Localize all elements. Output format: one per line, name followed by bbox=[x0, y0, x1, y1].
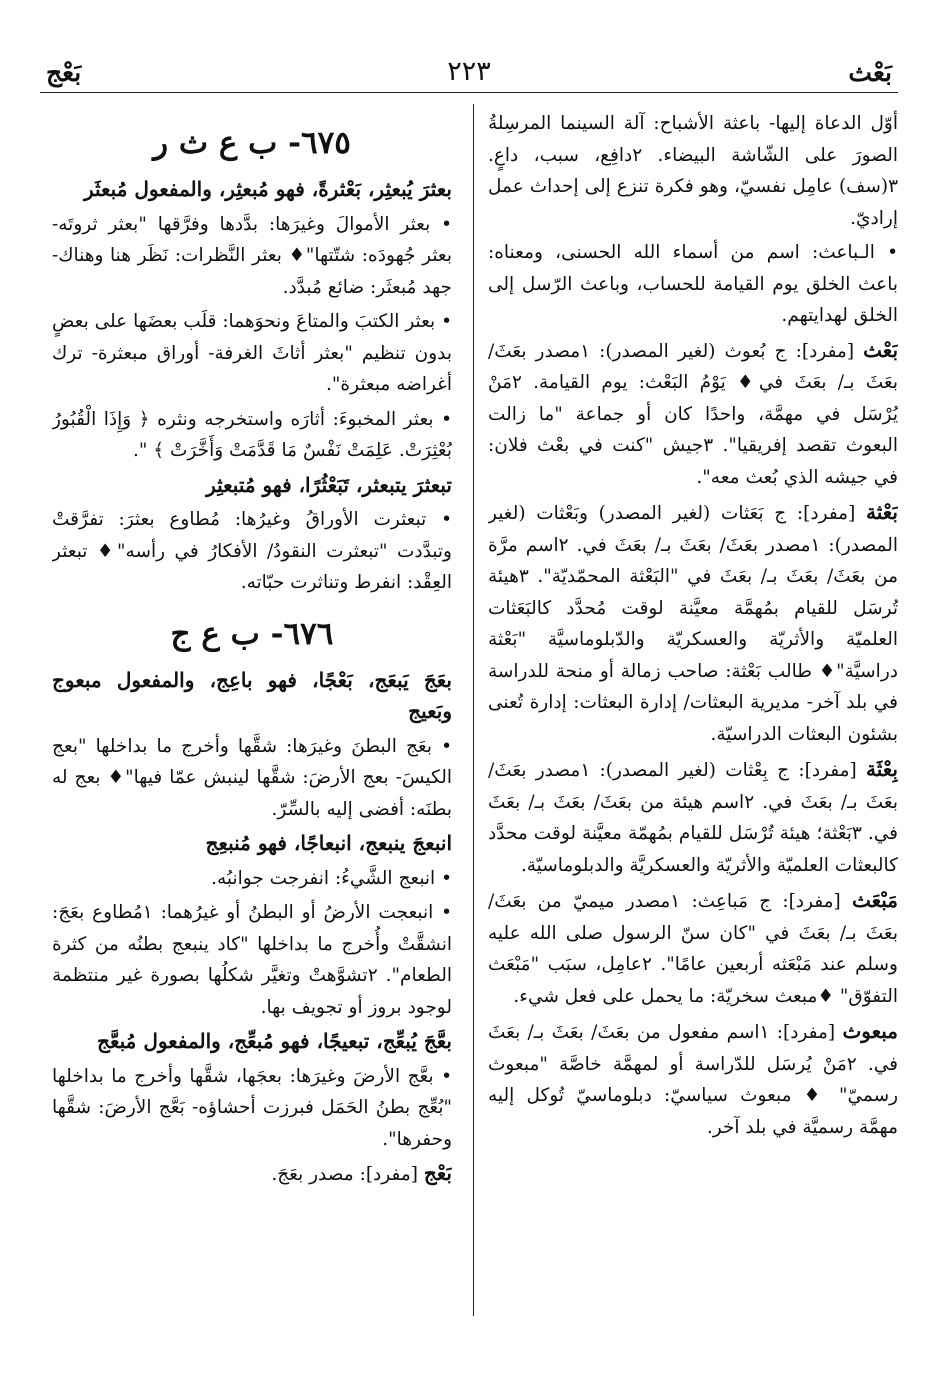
root-heading: ٦٧٦- ب ع ج bbox=[170, 615, 334, 652]
entry-body: [مفرد]: ج بِعْثات (لغير المصدر): ١مصدر بعَثَ/ بعَثَ بـ/ بعَثَ في. ٢اسم هيئة من بعَثَ/ بعَثَ بـ/ بعَثَ في. ٣بَعْثة؛ هيئة تُرْسَل للقيام بمُهمّة معيَّنة لوقت محدَّد كالبعثات العلميّة والأثريّة والعسكريَّة والدبلوماسيّة. bbox=[488, 760, 898, 876]
header-keyword-left: بَعْج bbox=[46, 58, 82, 87]
left-column bbox=[52, 108, 452, 1338]
sense-text: • بعَج البطنَ وغيرَها: شقَّها وأخرج ما بداخلها "بعج الكيسَ- بعج الأرضَ: شقَّها لينبش عمّا فيها"♦ بعج له بطنَه: أفضى إليه بالسِّرّ. bbox=[52, 735, 452, 820]
entry-headword: بَعْثة bbox=[866, 500, 898, 524]
verb-headline: بعثرَ يُبعثِر، بَعْثرةً، فهو مُبعثِر، والمفعول مُبعثَر bbox=[83, 177, 452, 201]
dictionary-entry bbox=[52, 1158, 452, 1191]
sense-text: • انبعجت الأرضُ أو البطنُ أو غيرُهما: ١مُطاوع بعَجَ: انشقَّتْ وأُخرج ما بداخلها "كاد ينبعج بطنُه من كثرة الطعام". ٢تشوَّهتْ وتغيَّر شكلُها بصورة غير منتظمة لوجود بروز أو تجويف بها. bbox=[52, 902, 452, 1018]
entry-body: [مفرد]: مصدر بعَجَ. bbox=[271, 1164, 418, 1185]
verb-headline: بعَّجَ يُبعِّج، تبعيجًا، فهو مُبعِّج، والمفعول مُبعَّج bbox=[97, 1029, 452, 1053]
dictionary-entry bbox=[488, 885, 898, 1012]
verb-headline: بعَجَ يَبعَج، بَعْجًا، فهو باعِج، والمفعول مبعوج وبَعيج bbox=[52, 667, 452, 723]
entry-headword: مَبْعَث bbox=[851, 888, 898, 912]
sense-text: • بعثر الأموالَ وغيرَها: بدَّدها وفرَّقها "بعثر ثروتَه- بعثر جُهودَه: شتّتها"♦ بعثر النَّظرات: نَظَر هنا وهناك- جهد مُبعثَر: ضائع مُبدَّد. bbox=[52, 213, 452, 298]
column-divider bbox=[473, 104, 474, 1316]
sense-text: • تبعثرت الأوراقُ وغيرُها: مُطاوع بعثرَ: تفرَّقتْ وتبدَّدت "تبعثرت النقودُ/ الأفكارُ في رأسه"♦ تبعثر العِقْد: انفرط وتناثرت حبّاته. bbox=[52, 509, 452, 593]
page-header bbox=[40, 48, 898, 93]
sense-text: • بعَّج الأرضَ وغيرَها: بعجَها، شقَّها وأخرج ما بداخلها "بُعِّج بطنُ الحَمَل فبرزت أحشاؤه- بَعَّج الأرضَ: شقَّها وحفرها". bbox=[52, 1065, 452, 1150]
dictionary-entry bbox=[488, 335, 898, 494]
dictionary-entry bbox=[488, 1016, 898, 1143]
entry-headword: مبعوث bbox=[842, 1019, 898, 1043]
paragraph: • الـباعث: اسم من أسماء الله الحسنى، ومعناه: باعث الخلق يوم القيامة للحساب، وباعث الرّسل إلى الخلق لهدايتهم. bbox=[488, 242, 898, 326]
entry-body: [مفرد]: ج مَباعِث: ١مصدر ميميّ من بعَثَ/ بعَثَ بـ/ بعَثَ في "كان سنّ الرسول صلى الله عليه وسلم عند مَبْعَثه أربعين عامًا". ٢عامِل، سبَب "مَبْعَث التفوّق" ♦مبعث سخريّة: ما يحمل على فعل شيء. bbox=[488, 891, 898, 1007]
sense-text: • بعثر الكتبَ والمتاعَ ونحوَهما: قلَب بعضَها على بعضٍ بدون تنظيم "بعثر أثاثَ الغرفة- أوراق مبعثرة- ترك أغراضه مبعثرة". bbox=[52, 311, 452, 395]
page-number: ٢٢٣ bbox=[447, 56, 491, 87]
verb-headline: تبعثرَ يتبعثر، تَبَعْثُرًا، فهو مُتبعثِر bbox=[206, 472, 452, 497]
entry-body: [مفرد]: ١اسم مفعول من بعَثَ/ بعَثَ بـ/ بعَثَ في. ٢مَنْ يُرسَل للدّراسة أو لمهمَّة خاصَّة "مبعوث رسميّ" ♦ مبعوث سياسيّ: دبلوماسيّ تُوكل إليه مهمَّة رسميَّة في بلد آخر. bbox=[488, 1022, 898, 1138]
entry-headword: بَعْج bbox=[423, 1161, 452, 1185]
entry-headword: بِعْثَة bbox=[866, 757, 898, 781]
verb-headline: انبعجَ ينبعج، انبعاجًا، فهو مُنبعِج bbox=[205, 831, 452, 855]
dictionary-entry bbox=[488, 497, 898, 750]
entry-headword: بَعْث bbox=[863, 337, 898, 362]
entry-body: [مفرد]: ج بُعوث (لغير المصدر): ١مصدر بعَثَ/ بعَثَ بـ/ بعَثَ في♦ يَوْمُ البَعْث: يوم القيامة. ٢مَنْ يُرْسَل في مهمَّة، واحدًا كان أو جماعة "ما زالت البعوث تقصد إفريقيا". ٣جيش "كنت في بعْث فلان: في جيشه الذي بُعث معه". bbox=[488, 340, 898, 488]
paragraph: أوّل الدعاة إليها- باعثة الأشباح: آلة السينما المرسِلةُ الصورَ على الشّاشة البيضاء. ٢دافِع، سبب، داعٍ. ٣(سف) عامِل نفسيّ، وهو فكرة تنزع إلى إحداث عمل إراديّ. bbox=[488, 113, 898, 229]
entry-body: [مفرد]: ج بَعَثات (لغير المصدر) وبَعْثات (لغير المصدر): ١مصدر بعَثَ/ بعَثَ بـ/ بعَثَ في. ٢اسم مرَّة من بعَثَ/ بعَثَ بـ/ بعَثَ في "البَعْثة المحمّديّة". ٣هيئة تُرسَل للقيام بمُهمَّة معيَّنة لوقت مُحدَّد كالبَعَثات العلميّة والأثريّة والعسكريّة والدّبلوماسيَّة "بَعْثة دراسيَّة"♦ طالب بَعْثة: صاحب زمالة أو منحة للدراسة في بلد آخر- مديرية البعثات/ إدارة البعثات: إدارة تُعنى بشئون البعثات الدراسيّة. bbox=[488, 503, 898, 745]
right-column bbox=[488, 108, 898, 1338]
header-keyword-right: بَعْث bbox=[848, 58, 892, 87]
sense-text: • بعثر المخبوءَ: أثارَه واستخرجه ونثره ﴿ وَإِذَا الْقُبُورُ بُعْثِرَتْ. عَلِمَتْ نَفْسٌ مَا قَدَّمَتْ وَأَخَّرَتْ ﴾ ". bbox=[52, 408, 452, 461]
root-heading: ٦٧٥- ب ع ث ر bbox=[153, 125, 351, 161]
sense-text: • انبعج الشَّيءُ: انفرجت جوانبُه. bbox=[211, 867, 452, 889]
dictionary-entry bbox=[488, 754, 898, 881]
